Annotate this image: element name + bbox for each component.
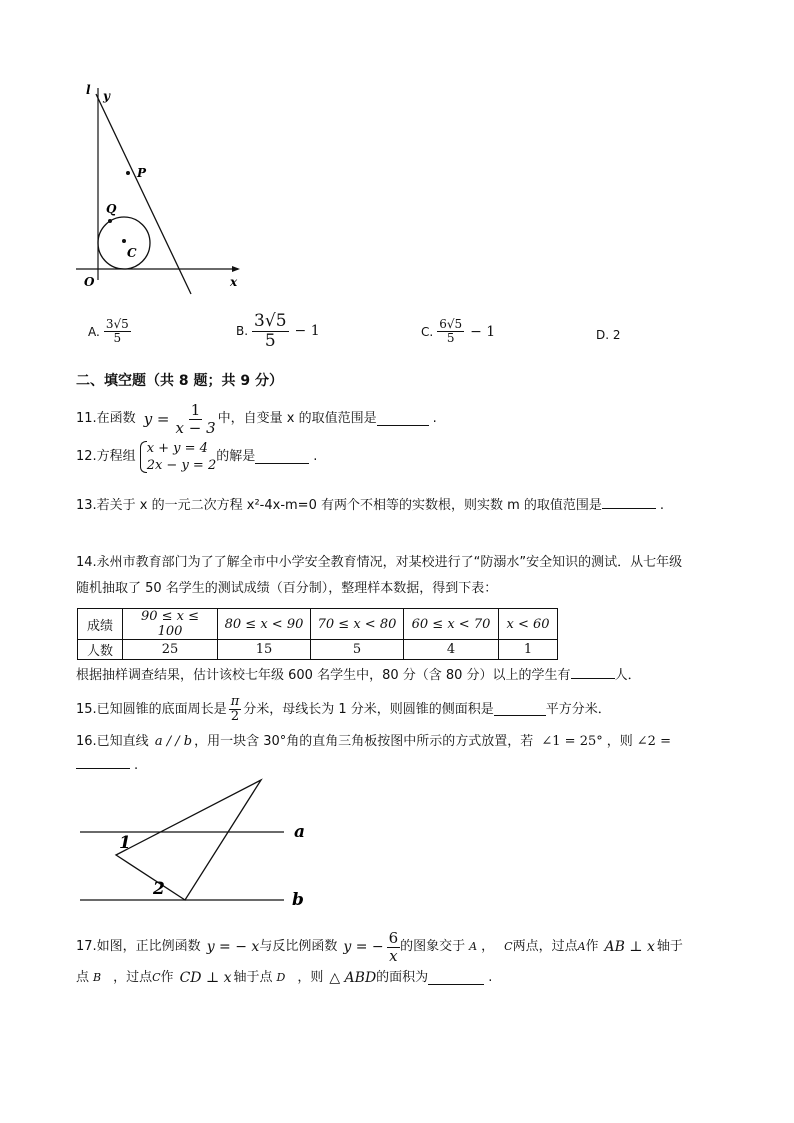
table-header-label: 成绩 (78, 609, 123, 640)
question-15 (76, 695, 611, 725)
choice-b (236, 312, 320, 350)
q17-ab: AB ⊥ x (604, 939, 655, 955)
question-14-line-3 (76, 666, 641, 685)
q17-line-2-p4: 轴于点 (233, 970, 273, 985)
q16-then: ，则 (606, 734, 633, 749)
table-row (78, 640, 558, 660)
table-header-cell: 60 ≤ x < 70 (404, 609, 499, 640)
question-17-line-1 (76, 930, 683, 964)
q17-cd: CD ⊥ x (179, 970, 232, 986)
q17-p7: 轴于 (656, 939, 683, 954)
figure-circle-line (70, 80, 250, 300)
question-12 (76, 440, 317, 474)
x-axis-arrow (232, 266, 240, 272)
point-p (126, 171, 130, 175)
q17-line-2-p6: 的面积为 (376, 970, 429, 985)
choice-c-denominator: 5 (446, 331, 455, 346)
point-q (108, 219, 112, 223)
q17-line-2-p1: 点 (76, 970, 90, 985)
table-cell: 25 (123, 640, 218, 660)
choice-b-fraction (252, 312, 288, 350)
q12-equation-2: 2x − y = 2 (146, 458, 217, 473)
q17-line-2-p2: ，过点 (113, 970, 153, 985)
q17-line-2-p5: ，则 (297, 970, 324, 985)
q17-point-b: B (93, 971, 102, 984)
choice-c-numerator: 6√5 (439, 317, 463, 331)
q13-answer-blank[interactable] (602, 496, 656, 509)
q16-parallel: a / / b (154, 734, 193, 749)
choice-b-label: B. (236, 324, 249, 339)
q16-end: . (134, 758, 139, 773)
q12-suffix: 的解是 (216, 449, 256, 464)
q14-line-3-text: 根据抽样调查结果，估计该校七年级 600 名学生中，80 分（含 80 分）以上的学生有 (76, 668, 571, 683)
question-14-line-1: 14.永州市教育部门为了了解全市中小学安全教育情况，对某校进行了“防溺水”安全知识的测试．从七年级 (76, 555, 683, 570)
figure-parallel-lines (78, 776, 328, 911)
q17-p5: 两点，过点 (512, 939, 578, 954)
q12-brace (140, 441, 147, 473)
choice-a-label: A. (88, 324, 100, 339)
choice-c-label: C. (421, 324, 434, 339)
q17-f2-lhs: y = − (343, 939, 384, 955)
score-table (77, 608, 558, 660)
table-cell: 15 (218, 640, 311, 660)
q16-angle-2: ∠2 = (636, 734, 671, 749)
table-cell: 5 (311, 640, 404, 660)
q11-answer-blank[interactable] (377, 413, 429, 426)
choice-c-fraction (437, 318, 464, 345)
q17-f2-fraction (387, 930, 401, 964)
label-line-a: a (294, 822, 306, 842)
label-angle-2: 2 (153, 879, 165, 899)
q17-answer-blank[interactable] (428, 972, 484, 985)
q17-point-c-2: C (152, 971, 161, 984)
q12-end: . (313, 449, 318, 464)
question-17-line-2 (76, 969, 492, 987)
q16-angle-1: ∠1 = 25° (541, 734, 603, 749)
q17-p2: 与反比例函数 (259, 939, 338, 954)
label-line-b: b (292, 890, 304, 910)
q17-f2-denominator: x (389, 946, 398, 965)
q15-mid: 分米，母线长为 1 分米，则圆锥的侧面积是 (243, 701, 494, 717)
q15-end: 平方分米． (545, 701, 611, 717)
q17-line-2-p3: 作 (160, 970, 174, 985)
table-cell: 1 (499, 640, 558, 660)
q17-p4: ， (481, 939, 495, 954)
choice-a-fraction (104, 318, 131, 345)
choice-b-tail: − 1 (294, 323, 320, 340)
q17-p6: 作 (585, 939, 599, 954)
choice-a-denominator: 5 (113, 331, 122, 346)
table-header-cell: 80 ≤ x < 90 (218, 609, 311, 640)
q17-f1: y = − x (206, 939, 260, 955)
choice-a-numerator: 3√5 (105, 317, 129, 331)
q11-fraction (174, 402, 218, 436)
q17-point-a-2: A (577, 940, 586, 953)
question-11 (76, 402, 437, 436)
choice-c (421, 318, 495, 345)
triangle (116, 780, 261, 900)
q13-end: . (659, 498, 665, 513)
point-c (122, 239, 126, 243)
q15-numerator: π (230, 694, 240, 709)
table-header-cell: x < 60 (499, 609, 558, 640)
table-row-label: 人数 (78, 640, 123, 660)
q17-f2-numerator: 6 (388, 929, 399, 947)
q17-p3: 的图象交于 (400, 939, 466, 954)
q17-p1: 17.如图，正比例函数 (76, 939, 201, 954)
choice-d: D. 2 (596, 328, 621, 342)
table-header-cell: 90 ≤ x ≤ 100 (123, 609, 218, 640)
q16-mid: ，用一块含 30°角的直角三角板按图中所示的方式放置，若 (194, 734, 534, 749)
q15-answer-blank[interactable] (494, 703, 546, 716)
q11-denominator: x − 3 (175, 418, 216, 437)
q11-suffix: 中，自变量 x 的取值范围是 (217, 411, 377, 426)
choice-b-denominator: 5 (264, 330, 276, 351)
question-16 (76, 733, 671, 751)
choice-a (88, 318, 131, 345)
q11-y-eq: y = (143, 410, 170, 428)
label-p: P (137, 166, 147, 180)
table-row (78, 609, 558, 640)
label-angle-1: 1 (119, 833, 131, 853)
label-c: C (127, 246, 137, 260)
q11-end: . (432, 411, 437, 426)
label-l: l (86, 83, 91, 97)
q12-system (147, 440, 217, 474)
q12-equation-1: x + y = 4 (146, 441, 208, 456)
table-cell: 4 (404, 640, 499, 660)
q14-line-3-end: 人． (614, 668, 641, 683)
q15-fraction (229, 695, 242, 725)
q13-text: 13.若关于 x 的一元二次方程 x²-4x-m=0 有两个不相等的实数根，则实数 m 的取值范围是 (76, 498, 602, 513)
q17-point-d: D (276, 971, 286, 984)
q17-triangle: △ ABD (329, 970, 377, 986)
q14-answer-blank[interactable] (571, 666, 615, 679)
label-o: O (84, 275, 95, 289)
q12-prefix: 12.方程组 (76, 449, 136, 464)
q17-point-c: C (504, 940, 513, 953)
q11-numerator: 1 (190, 401, 201, 419)
choice-c-tail: − 1 (470, 323, 496, 340)
q11-prefix: 11.在函数 (76, 411, 136, 426)
q17-end: . (488, 970, 493, 985)
choice-b-numerator: 3√5 (254, 311, 287, 331)
q17-point-a: A (469, 940, 478, 953)
q12-answer-blank[interactable] (255, 451, 309, 464)
section-title: 二、填空题（共 8 题；共 9 分） (76, 373, 283, 389)
question-14-line-2: 随机抽取了 50 名学生的测试成绩（百分制），整理样本数据，得到下表： (76, 581, 498, 596)
q15-prefix: 15.已知圆锥的底面周长是 (76, 701, 227, 717)
label-x: x (230, 275, 238, 289)
question-13 (76, 496, 664, 515)
line-l (96, 94, 191, 294)
q16-answer-blank[interactable] (76, 756, 130, 769)
table-header-cell: 70 ≤ x < 80 (311, 609, 404, 640)
q16-text: 16.已知直线 (76, 734, 149, 749)
label-y: y (103, 89, 110, 103)
question-16-line-2 (76, 756, 138, 775)
label-q: Q (106, 202, 117, 216)
q15-denominator: 2 (230, 709, 240, 725)
